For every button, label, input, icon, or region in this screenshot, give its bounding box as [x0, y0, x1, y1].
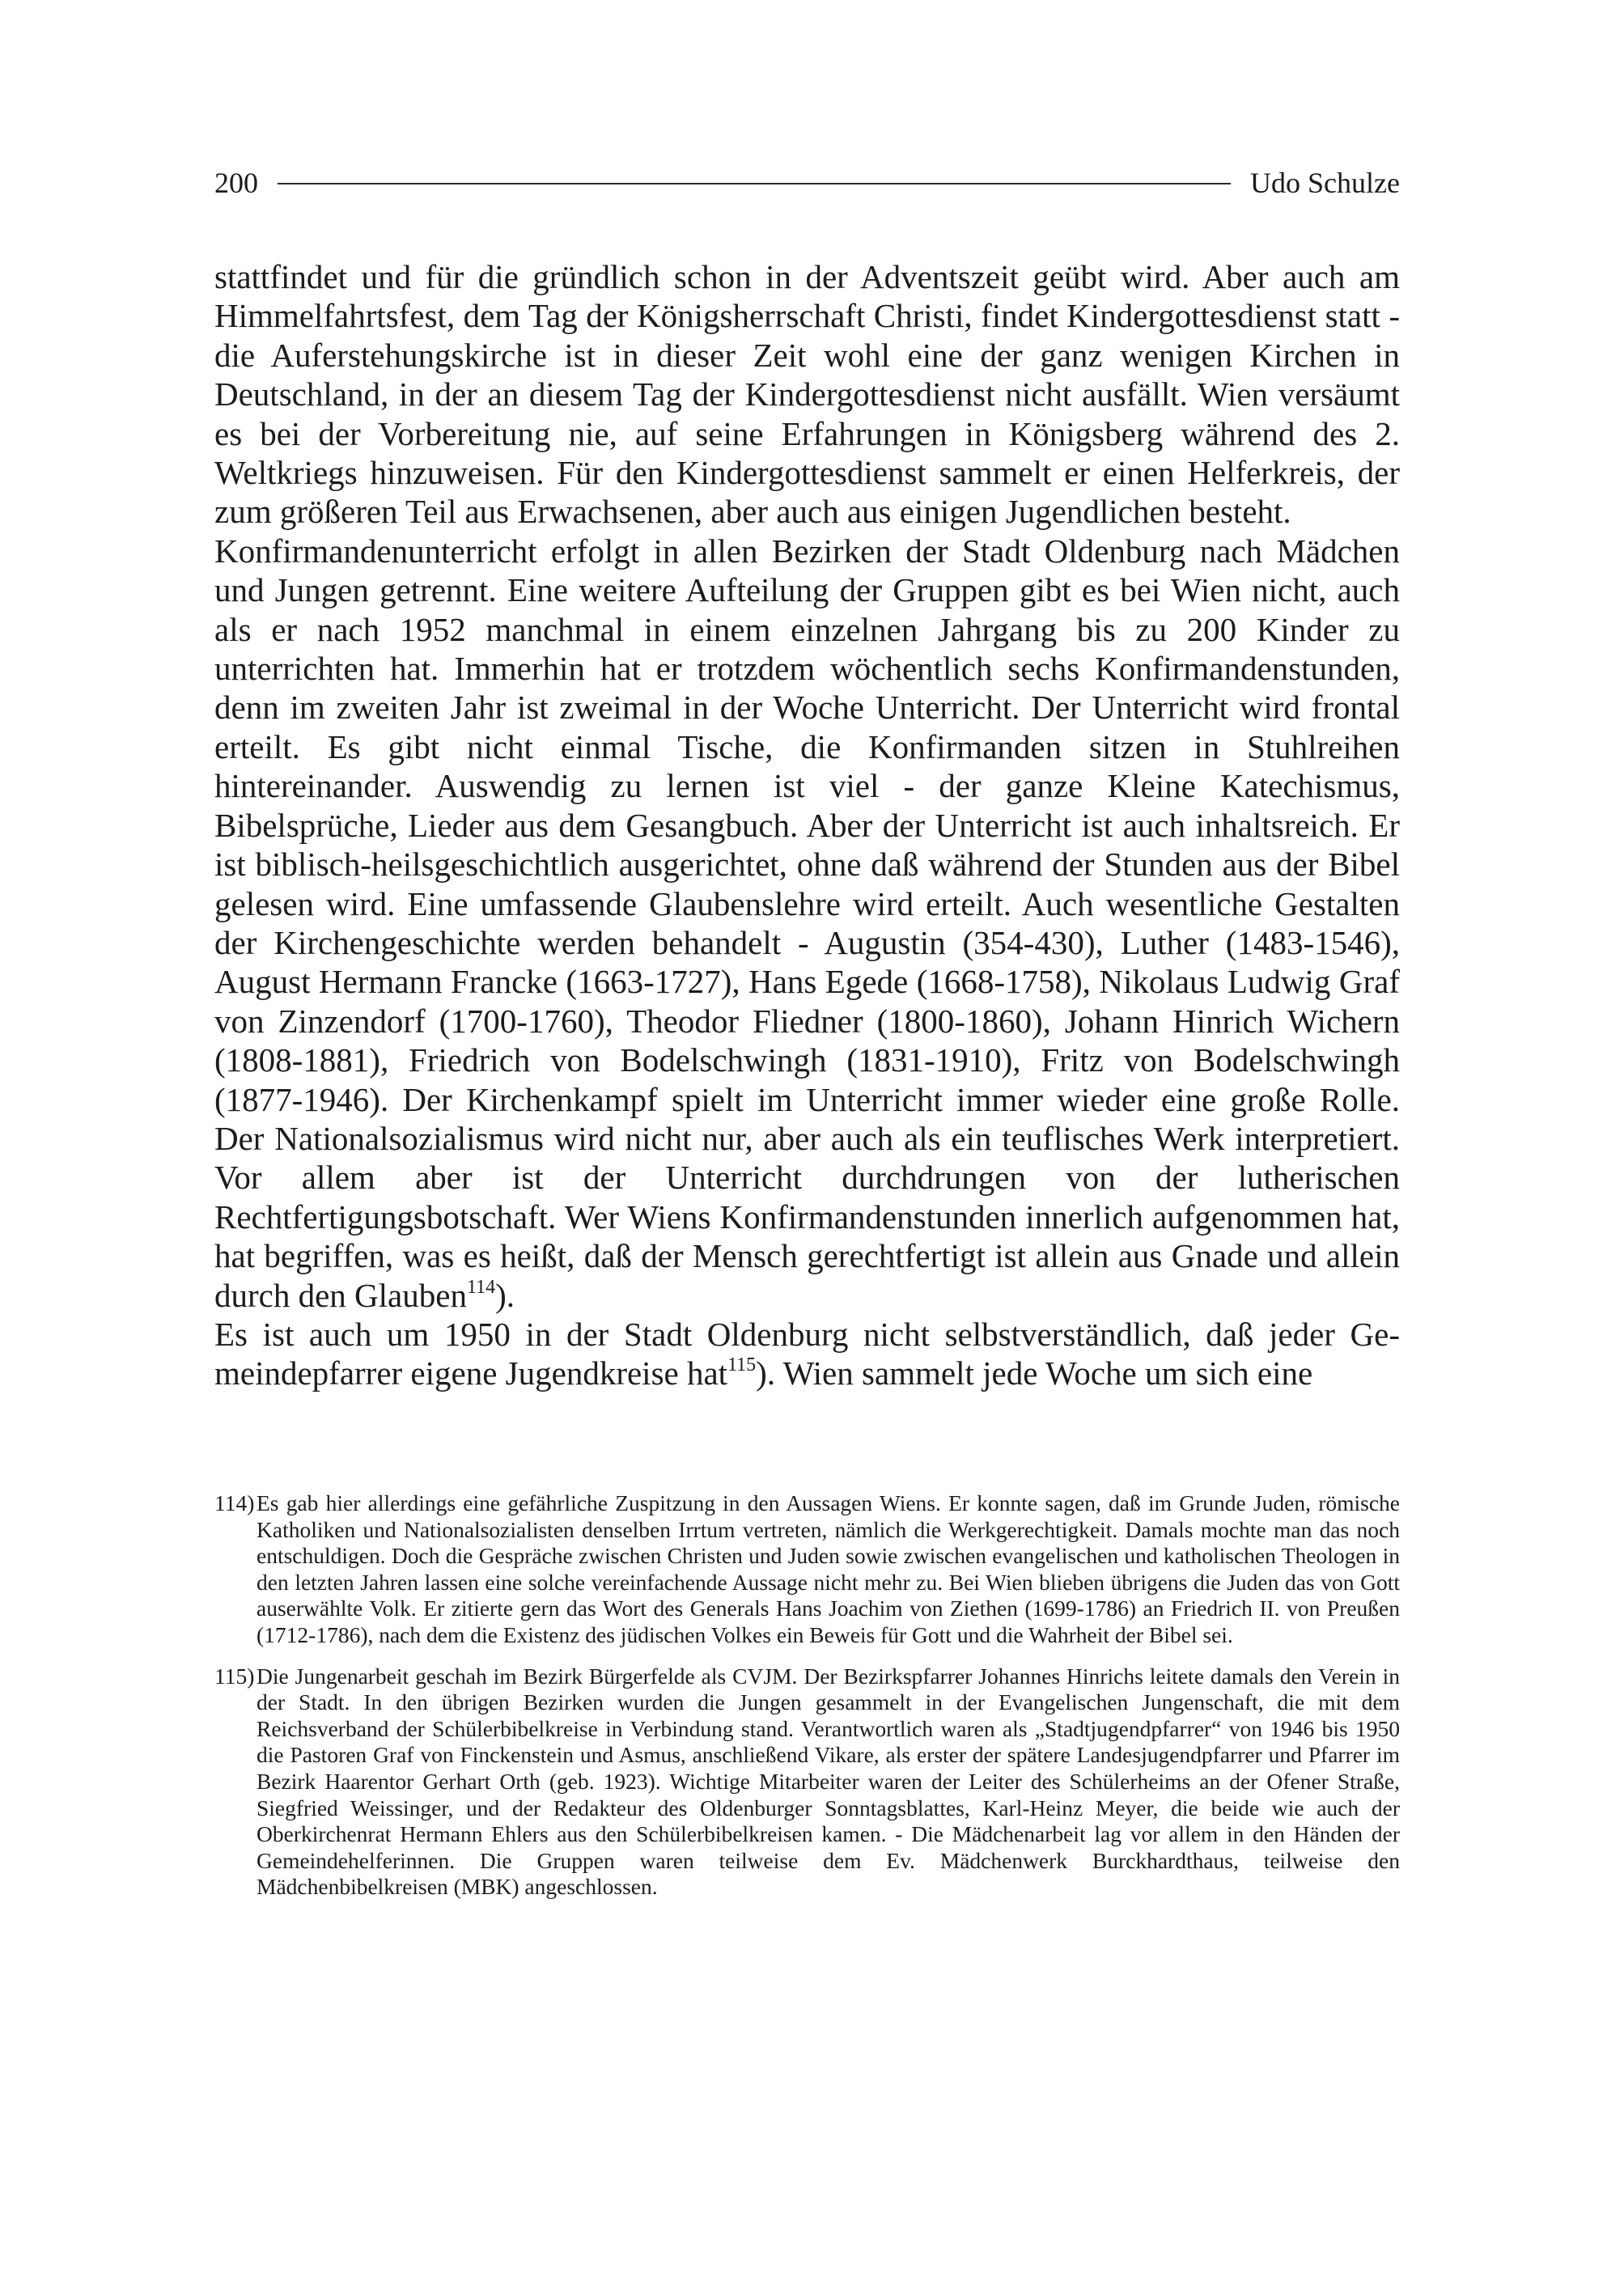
footnote-reference-115: 115 [727, 1354, 757, 1376]
footnote-text: Die Jungenarbeit geschah im Bezirk Bürgerfelde als CVJM. Der Bezirkspfarrer Johannes Hinrichs leitete damals den Verein in der Stadt. In den übrigen Bezirken wurden die Jungen gesammelt in der Evangelischen Jungenschaft, die mit dem Reichsverband der Schülerbibelkreise in Verbindung stand. Verantwortlich waren als „Stadtjugendpfarrer“ von 1946 bis 1950 die Pastoren Graf von Finckenstein und Asmus, anschließend Vikare, als erster der spätere Landesjugendpfarrer und Pfarrer im Bezirk Haarentor Gerhart Orth (geb. 1923). Wichtige Mitarbeiter waren der Leiter des Schülerheims an der Ofener Straße, Siegfried Weissinger, und der Redakteur des Oldenburger Sonntagsblattes, Karl-Heinz Meyer, die beide wie auch der Oberkirchenrat Hermann Ehlers aus den Schülerbibelkreisen kamen. - Die Mädchenarbeit lag vor allem in den Händen der Gemeindehelferinnen. Die Gruppen waren teilweise dem Ev. Mädchenwerk Burckhardthaus, teilweise den Mädchenbibelkreisen (MBK) angeschlossen. [257, 1663, 1400, 1900]
running-head-author: Udo Schulze [1250, 167, 1400, 199]
paragraph-text: Konfirmandenunterricht erfolgt in allen Bezirken der Stadt Oldenburg nach Mädchen und Jungen getrennt. Eine weitere Aufteilung der Gruppen gibt es bei Wien nicht, auch als er nach 1952 manchmal in einem einzelnen Jahrgang bis zu 200 Kinder zu unterrichten hat. Immerhin hat er trotzdem wöchentlich sechs Konfirmandenstunden, denn im zweiten Jahr ist zweimal in der Woche Unterricht. Der Unterricht wird frontal erteilt. Es gibt nicht einmal Tische, die Konfirmanden sitzen in Stuhlreihen hintereinander. Auswendig zu lernen ist viel - der ganze Kleine Katechismus, Bibelsprüche, Lieder aus dem Gesangbuch. Aber der Unterricht ist auch inhaltsreich. Er ist biblisch-heilsgeschichtlich ausgerichtet, ohne daß während der Stunden aus der Bibel gelesen wird. Eine umfassende Glaubenslehre wird erteilt. Auch wesentliche Gestalten der Kirchengeschichte werden behandelt - Augustin (354-430), Luther (1483-1546), August Hermann Francke (1663-1727), Hans Egede (1668-1758), Nikolaus Ludwig Graf von Zinzendorf (1700-1760), Theodor Fliedner (1800-1860), Johann Hinrich Wichern (1808-1881), Friedrich von Bodelschwingh (1831-1910), Fritz von Bodelschwingh (1877-1946). Der Kirchenkampf spielt im Unterricht immer wieder eine große Rolle. Der Nationalsozialismus wird nicht nur, aber auch als ein teuflisches Werk interpretiert. Vor allem aber ist der Unterricht durchdrungen von der lutherischen Rechtfertigungsbotschaft. Wer Wiens Konfirmandenstunden innerlich aufgenommen hat, hat begriffen, was es heißt, daß der Mensch gerechtfertigt ist allein aus Gnade und allein durch den Glauben [214, 532, 1400, 1314]
footnote-reference-114: 114 [466, 1276, 496, 1298]
footnote-number: 114) [214, 1490, 255, 1515]
footnote-114 [214, 1490, 1400, 1649]
paragraph-kindergottesdienst [214, 257, 1400, 532]
main-text [214, 257, 1400, 1393]
paragraph-jugendkreise [214, 1315, 1400, 1393]
paragraph-konfirmandenunterricht [214, 532, 1400, 1315]
paragraph-text: stattfindet und für die gründlich schon in der Adventszeit geübt wird. Aber auch am Himmelfahrtsfest, dem Tag der Königsherrschaft Christi, findet Kindergottesdienst statt - die Auferstehungskirche ist in dieser Zeit wohl eine der ganz wenigen Kirchen in Deutschland, in der an diesem Tag der Kindergottesdienst nicht ausfällt. Wien versäumt es bei der Vorbereitung nie, auf seine Erfahrungen in Königsberg während des 2. Weltkriegs hinzuweisen. Für den Kindergottesdienst sammelt er einen Helferkreis, der zum größeren Teil aus Erwachsenen, aber auch aus einigen Jugendlichen besteht. [214, 258, 1400, 531]
page-number: 200 [214, 167, 258, 199]
document-page [214, 0, 1400, 2293]
paragraph-text-tail: ). Wien sammelt jede Woche um sich eine [756, 1354, 1313, 1392]
running-header [214, 166, 1400, 200]
footnote-115 [214, 1664, 1400, 1901]
footnote-number: 115) [214, 1663, 255, 1689]
header-rule [278, 183, 1231, 184]
paragraph-text: Es ist auch um 1950 in der Stadt Oldenburg nicht selbstverständlich, daß jeder Gemeindepfarrer eigene Jugendkreise hat [214, 1315, 1400, 1392]
footnote-text: Es gab hier allerdings eine gefährliche Zuspitzung in den Aussagen Wiens. Er konnte sagen, daß im Grunde Juden, römische Katholiken und Nationalsozialisten denselben Irrtum vertreten, nämlich die Werkgerechtigkeit. Damals mochte man das noch entschuldigen. Doch die Gespräche zwischen Christen und Juden sowie zwischen evangelischen und katholischen Theologen in den letzten Jahren lassen eine solche vereinfachende Aussage nicht mehr zu. Bei Wien blieben übrigens die Juden das von Gott auserwählte Volk. Er zitierte gern das Wort des Generals Hans Joachim von Ziethen (1699-1786) an Friedrich II. von Preußen (1712-1786), nach dem die Existenz des jüdischen Volkes ein Beweis für Gott und die Wahrheit der Bibel sei. [257, 1490, 1400, 1647]
footnotes [214, 1490, 1400, 1915]
paragraph-text-tail: ). [495, 1276, 515, 1314]
